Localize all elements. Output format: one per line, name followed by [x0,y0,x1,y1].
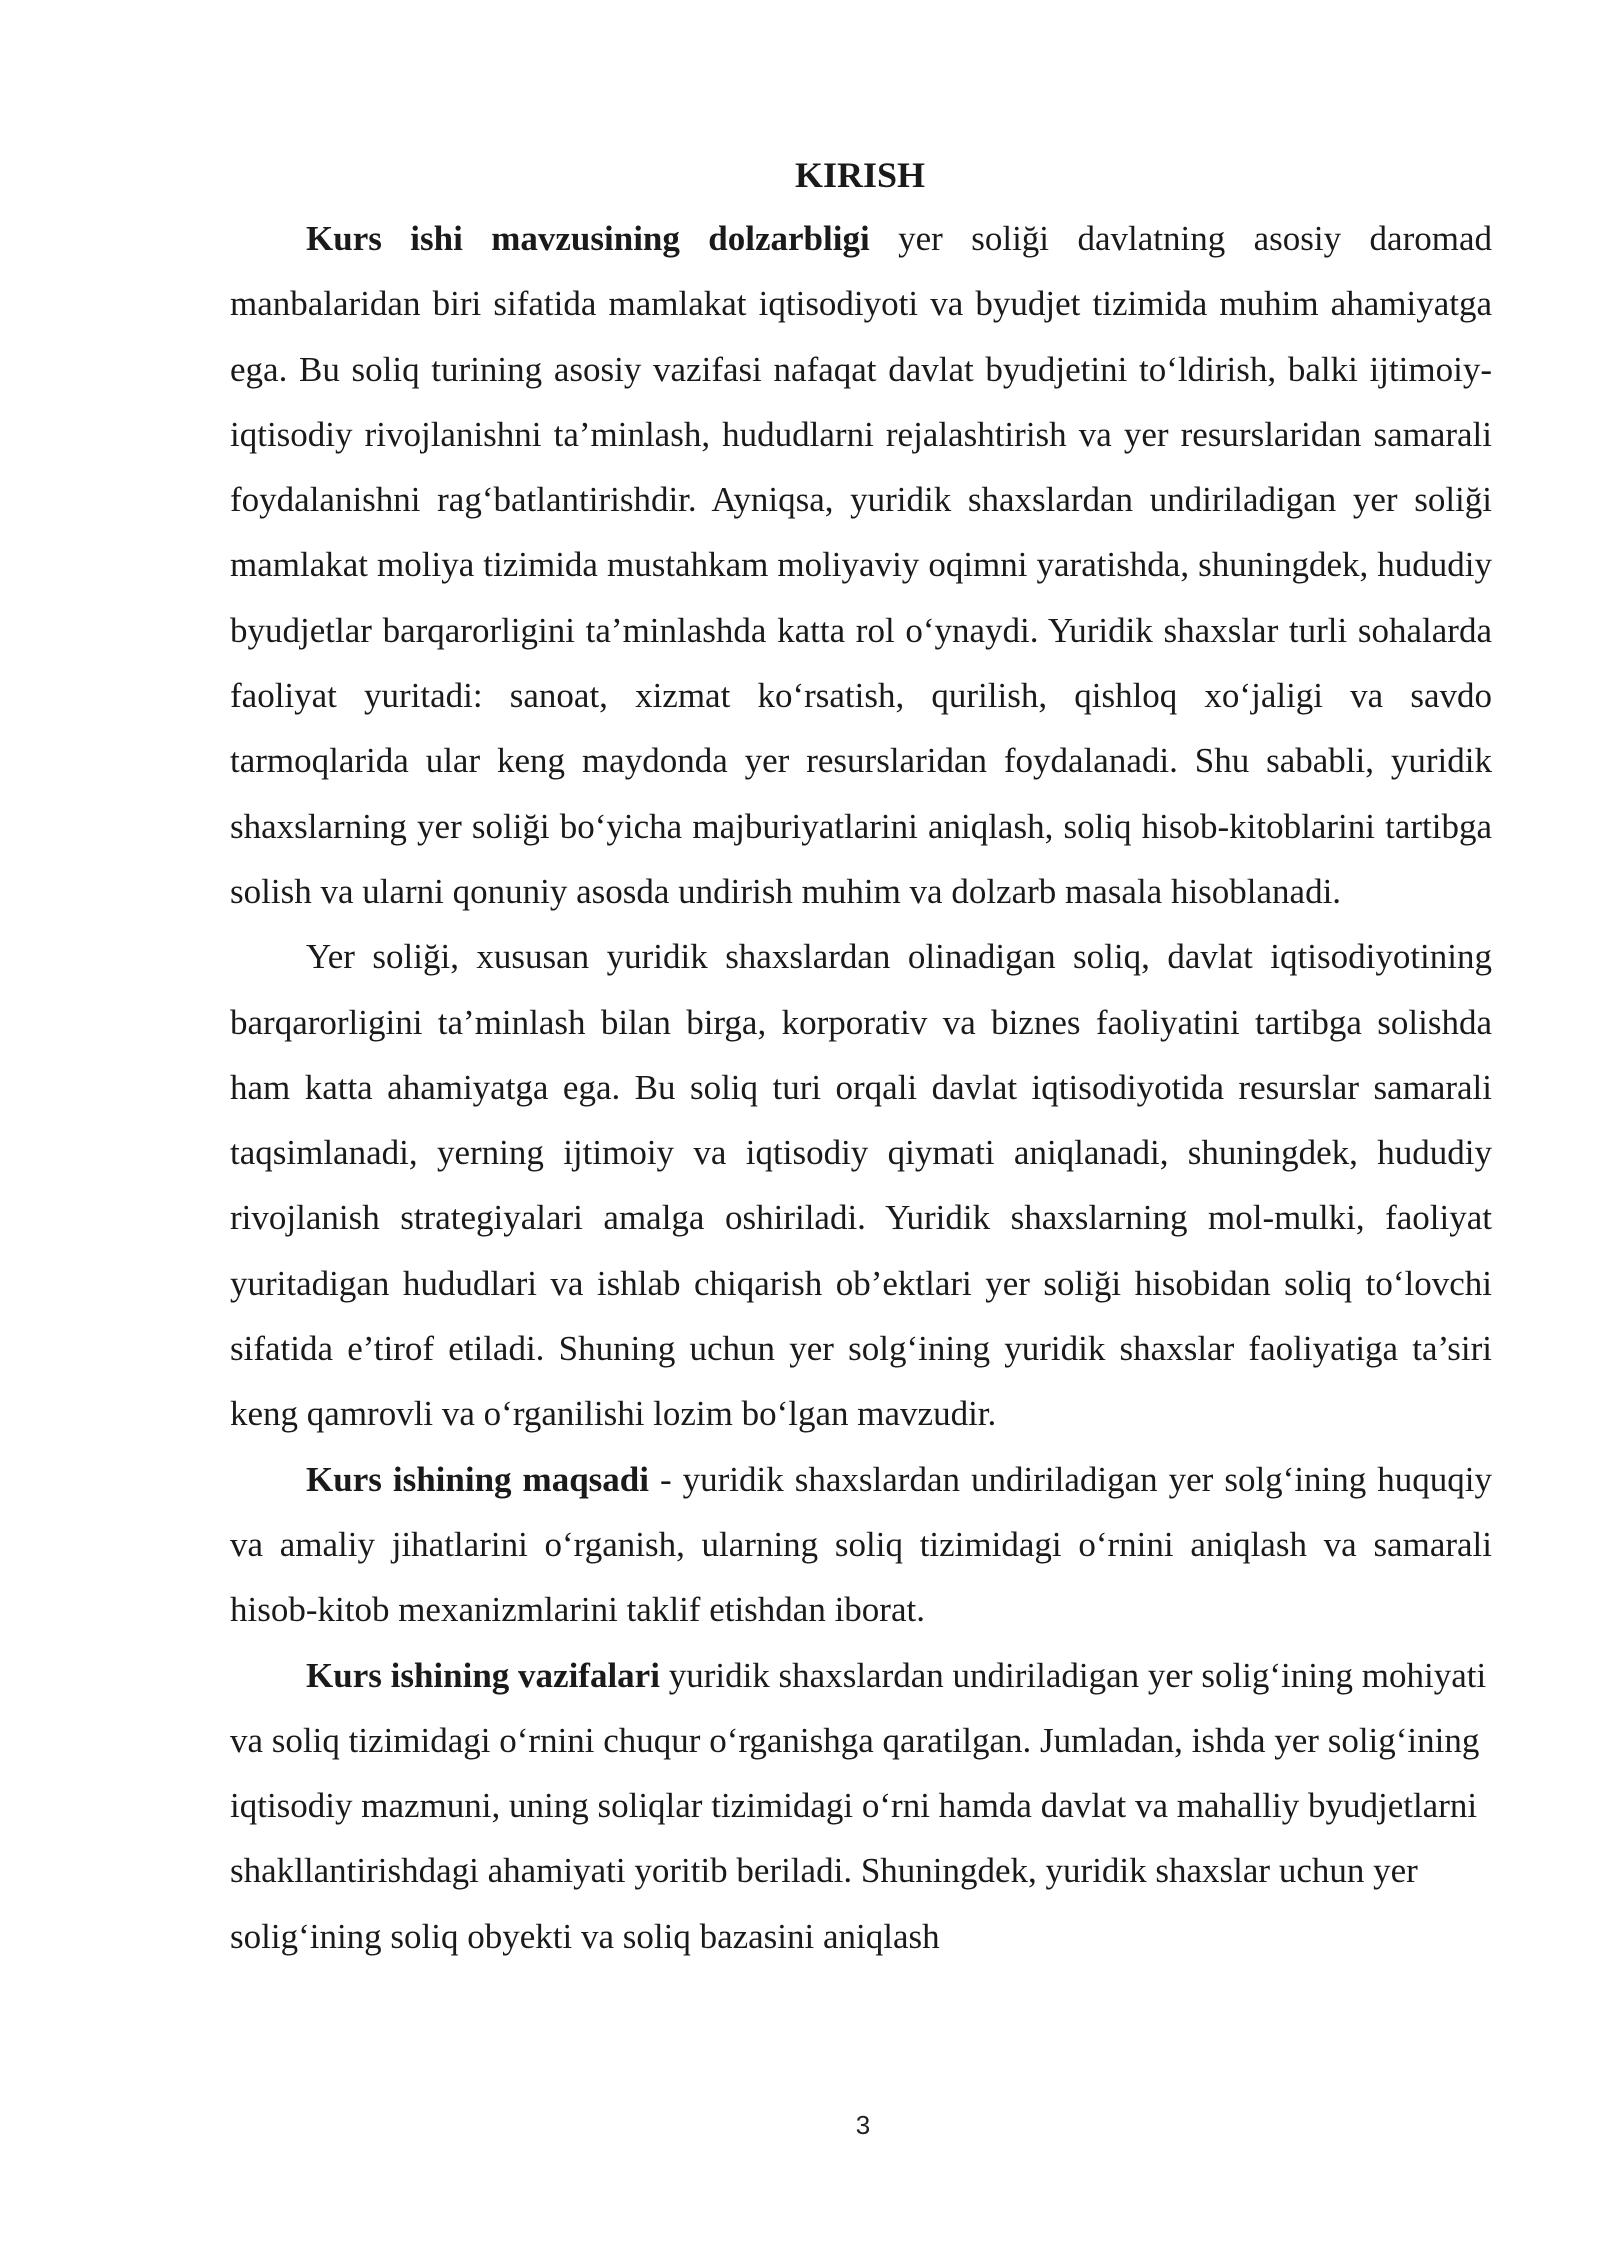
paragraph-relevance [230,206,1492,924]
paragraph-lead: Kurs ishining vazifalari [306,1655,660,1695]
paragraph-goal [230,1447,1492,1643]
paragraph-tasks [230,1643,1492,1969]
section-title: KIRISH [794,155,926,195]
paragraph-significance [230,924,1492,1446]
body-text [230,206,1492,1969]
paragraph-lead: Kurs ishining maqsadi [306,1459,649,1499]
paragraph-lead: Kurs ishi mavzusining dolzarbligi [306,219,870,258]
paragraph-text: yuridik shaxslardan undiriladigan yer solig‘ining mohiyati va soliq tizimidagi o‘rnini chuqur o‘rganishga qaratilgan. Jumladan, ishda yer solig‘ining iqtisodiy mazmuni, uning soliqlar tizimidagi o‘rni hamda davlat va mahalliy byudjetlarni shakllantirishdagi ahamiyati yoritib beriladi. Shuningdek, yuridik shaxslar uchun yer solig‘ining soliq obyekti va soliq bazasini aniqlash [230,1655,1487,1956]
page-number: 3 [855,2110,871,2140]
paragraph-text: yer soliği davlatning asosiy daromad manbalaridan biri sifatida mamlakat iqtisodiyoti va byudjet tizimida muhim ahamiyatga ega. Bu soliq turining asosiy vazifasi nafaqat davlat byudjetini to‘ldirish, balki ijtimoiy-iqtisodiy rivojlanishni ta’minlash, hududlarni rejalashtirish va yer resurslaridan samarali foydalanishni rag‘batlantirishdir. Ayniqsa, yuridik shaxslardan undiriladigan yer soliği mamlakat moliya tizimida mustahkam moliyaviy oqimni yaratishda, shuningdek, hududiy byudjetlar barqarorligini ta’minlashda katta rol o‘ynaydi. Yuridik shaxslar turli sohalarda faoliyat yuritadi: sanoat, xizmat ko‘rsatish, qurilish, qishloq xo‘jaligi va savdo tarmoqlarida ular keng maydonda yer resurslaridan foydalanadi. Shu sababli, yuridik shaxslarning yer soliği bo‘yicha majburiyatlarini aniqlash, soliq hisob-kitoblarini tartibga solish va ularni qonuniy asosda undirish muhim va dolzarb masala hisoblanadi. [230,219,1492,911]
paragraph-text: - yuridik shaxslardan undiriladigan yer solg‘ining huquqiy va amaliy jihatlarini o‘rganish, ularning soliq tizimidagi o‘rnini aniqlash va samarali hisob-kitob mexanizmlarini taklif etishdan iborat. [230,1459,1492,1630]
paragraph-text: Yer soliği, xususan yuridik shaxslardan olinadigan soliq, davlat iqtisodiyotining barqarorligini ta’minlash bilan birga, korporativ va biznes faoliyatini tartibga solishda ham katta ahamiyatga ega. Bu soliq turi orqali davlat iqtisodiyotida resurslar samarali taqsimlanadi, yerning ijtimoiy va iqtisodiy qiymati aniqlanadi, shuningdek, hududiy rivojlanish strategiyalari amalga oshiriladi. Yuridik shaxslarning mol-mulki, faoliyat yuritadigan hududlari va ishlab chiqarish ob’ektlari yer soliği hisobidan soliq to‘lovchi sifatida e’tirof etiladi. Shuning uchun yer solg‘ining yuridik shaxslar faoliyatiga ta’siri keng qamrovli va o‘rganilishi lozim bo‘lgan mavzudir. [230,937,1492,1434]
